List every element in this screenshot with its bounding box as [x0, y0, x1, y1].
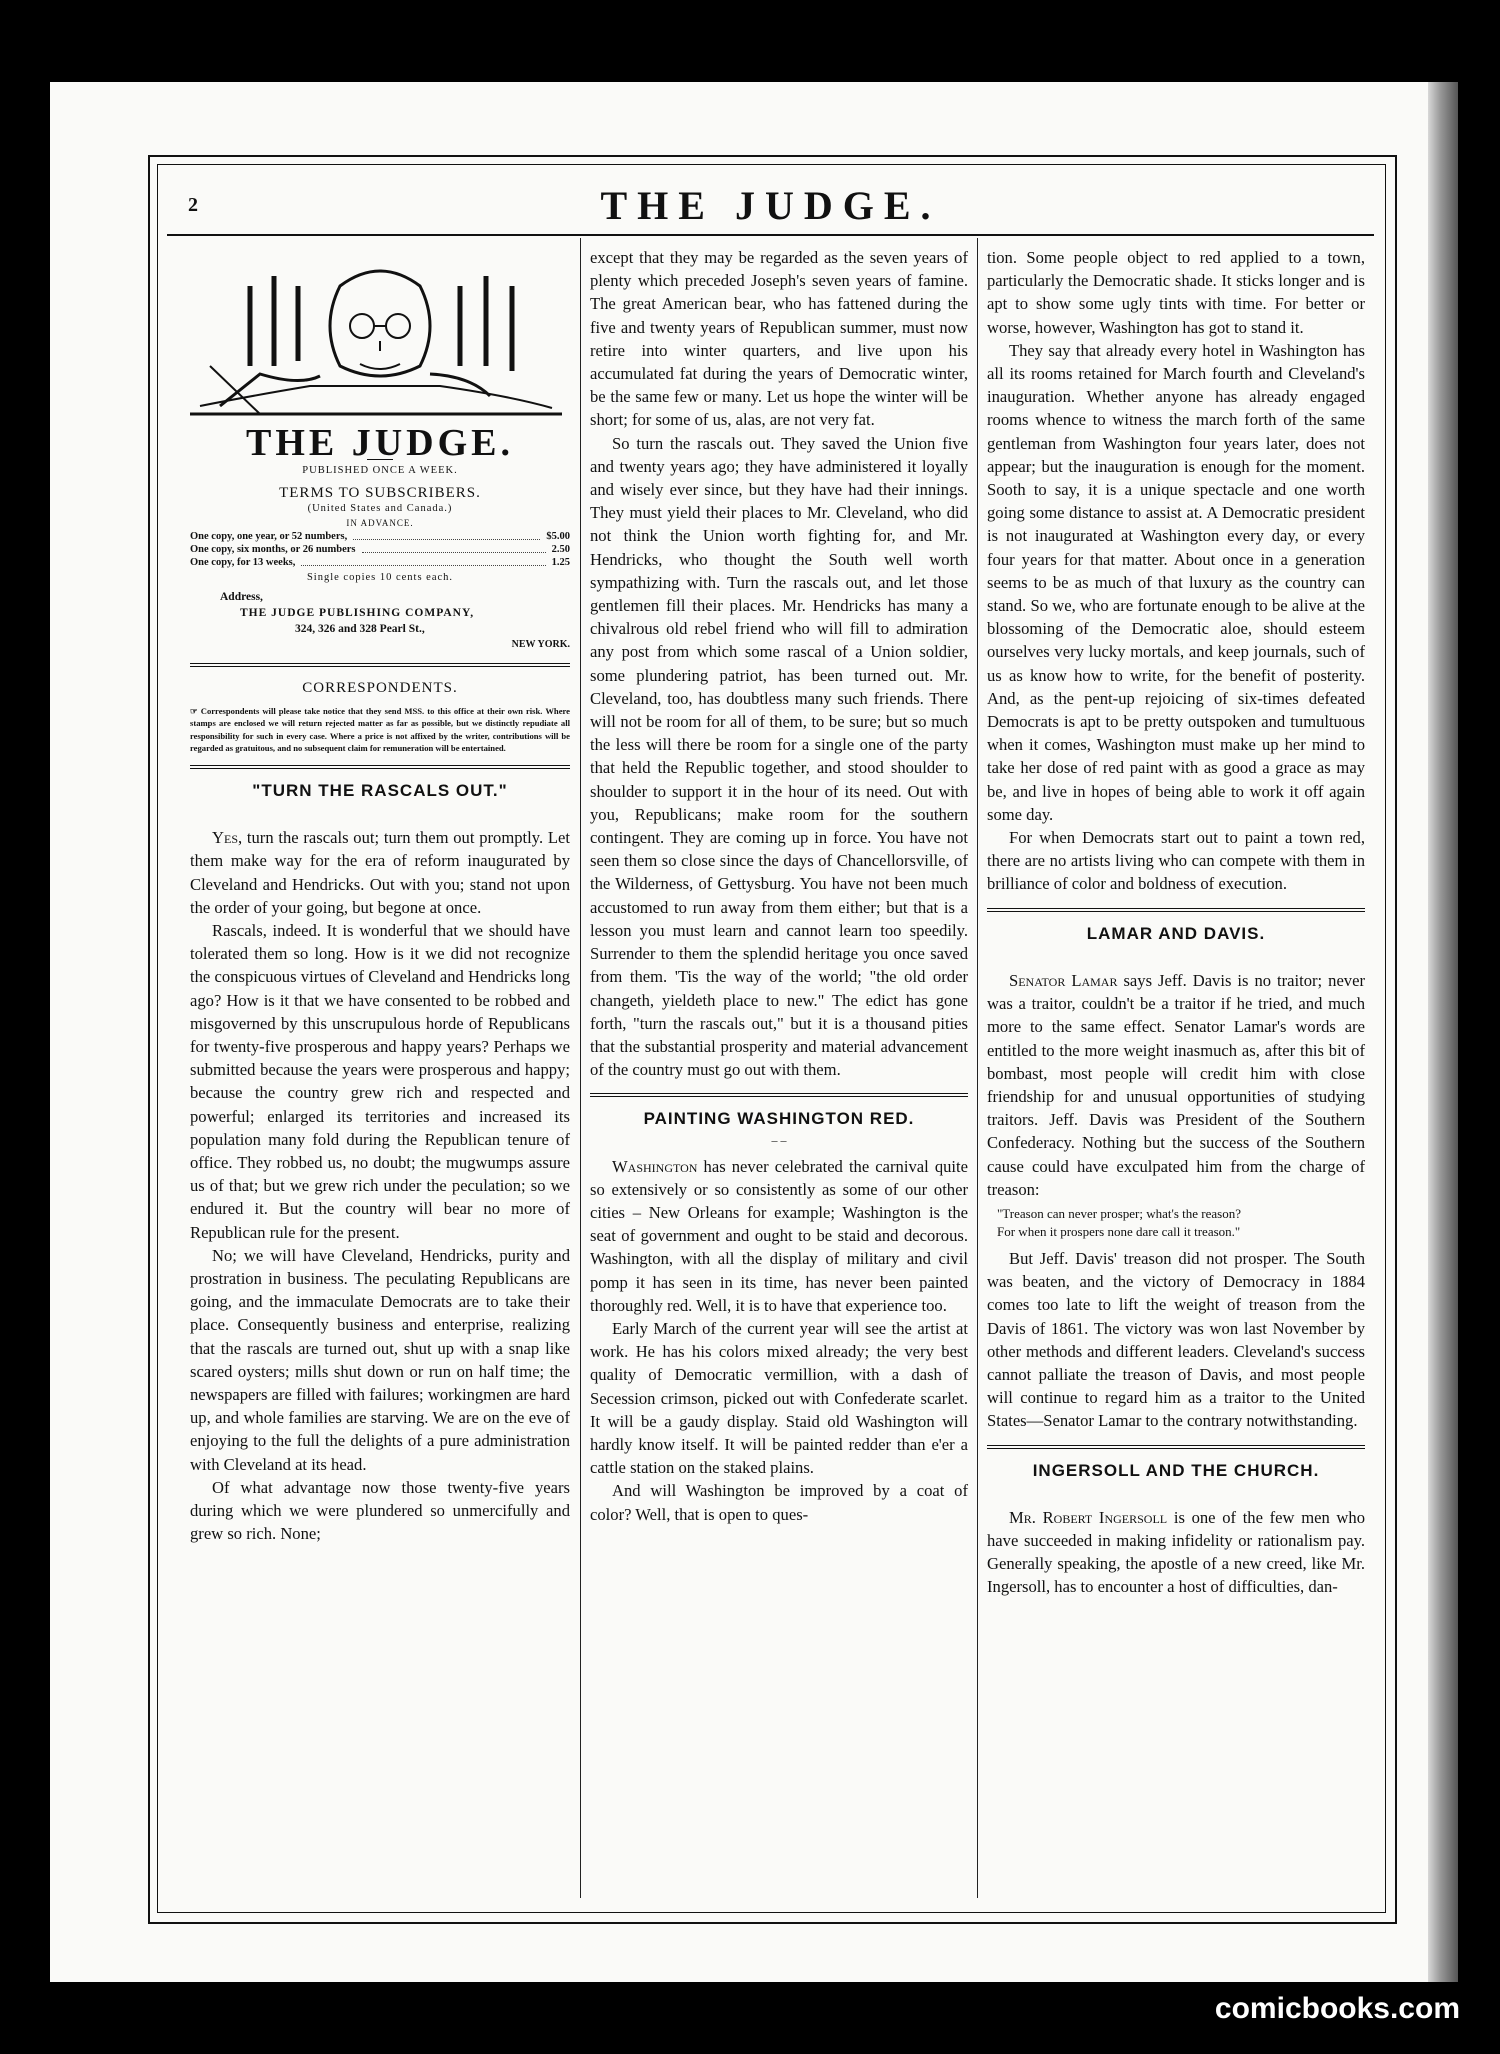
article-paragraph: Rascals, indeed. It is wonderful that we should have tolerated them so long. How is it we did not recognize the conspicuous virtues of Cleveland and Hendricks long ago? How is it that we have consented to be robbed and misgoverned by this unscrupulous horde of Republicans for twenty-five prosperous and happy years? Perhaps we submitted because the years were prosperous and happy; because the country grew rich and respected and powerful; enlarged its territories and increased its population many fold during the Republican tenure of office. They robbed us, no doubt; the mugwumps assure us of that; but we grew rich under the peculation; so we endured it. But the country will bear no more of Republican rule for the present.	[190, 921, 570, 1242]
correspondents-heading: CORRESPONDENTS.	[302, 680, 458, 697]
article-paragraph: They say that already every hotel in Washington has all its rooms retained for March fourth and Cleveland's inauguration. Whether anyone has already engaged rooms whence to witness the march forth of the same gentleman from Washington four years later, does not appear; but the inauguration is enough for the moment. Sooth to say, it is a unique spectacle and one worth going some distance to assist at. A Democratic president is not inaugurated at Washington every day, or every four years for that matter. About once in a generation seems to be as much of that luxury as the country can stand. So we, who are fortunate enough to be alive at the blossoming of the Democratic aloe, should esteem ourselves very lucky mortals, and keep journals, such of us as know how to write, for the benefit of posterity. And, as the pent-up rejoicing of six-times defeated Democrats is apt to be pretty outspoken and tumultuous when it comes, Washington must make up her mind to take her dose of red paint with as good a grace as may be, and live in hopes of being able to work it off again some day.	[987, 340, 1365, 824]
article-paragraph: except that they may be regarded as the seven years of plenty which preceded Joseph's seven years of famine. The great American bear, who has fattened during the five and twenty years of Republican summer, must now retire into winter quarters, and live upon his accumulated fat during the years of Democratic winter, be the same few or many. Let us hope the winter will be short; for some of us, alas, are not very fat.	[590, 248, 968, 430]
column-1	[190, 246, 570, 1545]
article-paragraph: Senator Lamar says Jeff. Davis is no traitor; never was a traitor, couldn't be a traitor if he tried, and much more to the same effect. Senator Lamar's words are entitled to the more weight inasmuch as, after this bit of bombast, most people will credit him with close friendship for and unusual opportunities of studying traitors. Jeff. Davis was President of the Southern Confederacy. Nothing but the success of the Southern cause could have exculpated him from the charge of treason:	[987, 970, 1365, 1199]
column-rule-1	[580, 238, 581, 1898]
section-rule	[987, 1445, 1365, 1449]
box-published: PUBLISHED ONCE A WEEK.	[302, 465, 458, 477]
masthead-rule	[167, 234, 1374, 236]
masthead-title: THE JUDGE.	[600, 183, 941, 228]
rate-row: One copy, six months, or 26 numbers 2.50	[190, 544, 570, 556]
rate-row: One copy, one year, or 52 numbers, $5.00	[190, 531, 570, 543]
box-publisher: THE JUDGE PUBLISHING COMPANY,	[240, 607, 475, 620]
heading-dash	[987, 947, 1365, 961]
article-paragraph: But Jeff. Davis' treason did not prosper. The South was beaten, and the victory of Democracy in 1884 comes too late to lift the weight of treason from the Davis of 1861. The victory was won last November by other methods and different leaders. Cleveland's success cannot palliate the treason of Davis, and most people will continue to regard him as a traitor to the United States—Senator Lamar to the contrary notwithstanding.	[987, 1248, 1365, 1431]
article-paragraph: No; we will have Cleveland, Hendricks, purity and prostration in business. The peculating Republicans are going, and the immaculate Democrats are to take their place. Consequently business and enterprise, realizing that the rascals are turned out, shut up with a snap like scared oysters; mills shut down or run on half time; the newspapers are filled with failures; workingmen are hard up, and whole families are starving. We are on the eve of enjoying to the full the delights of a pure administration with Cleveland at its head.	[190, 1245, 570, 1474]
column-2	[590, 246, 968, 1526]
section-rule	[987, 908, 1365, 912]
article-paragraph: Mr. Robert Ingersoll is one of the few men who have succeeded in making infidelity or rationalism pay. Generally speaking, the apostle of a new creed, like Mr. Ingersoll, has to encounter a host of difficulties, dan-	[987, 1507, 1366, 1597]
box-in-advance: IN ADVANCE.	[346, 518, 414, 529]
column-3	[987, 246, 1365, 1599]
column-rule-2	[977, 238, 978, 1898]
site-watermark: comicbooks.com	[1214, 1992, 1460, 2025]
section-rule	[190, 663, 570, 667]
heading-dash	[190, 804, 570, 818]
rate-row: One copy, for 13 weeks, 1.25	[190, 557, 570, 569]
article-paragraph: Yes, turn the rascals out; turn them out promptly. Let them make way for the era of reform inaugurated by Cleveland and Hendricks. Out with you; stand not upon the order of your going, but begone at once.	[190, 828, 570, 917]
correspondents-notice: ☞ Correspondents will please take notice that they send MSS. to this office at their own risk. Where stamps are enclosed we will return rejected matter as far as possible, but we distinctly repudiate all responsibility for such in every case. Where a price is not affixed by the writer, contributions will be regarded as gratuitous, and no subsequent claim for remuneration will be entertained.	[190, 705, 570, 754]
box-title: THE JUDGE.	[245, 422, 515, 465]
page-number: 2	[188, 194, 198, 216]
article-heading-rascals: "TURN THE RASCALS OUT."	[252, 780, 508, 800]
box-street: 324, 326 and 328 Pearl St.,	[295, 623, 425, 636]
box-single-copies: Single copies 10 cents each.	[306, 572, 454, 584]
article-paragraph: And will Washington be improved by a coat of color? Well, that is open to ques-	[590, 1481, 968, 1524]
judge-cartoon-illustration	[190, 246, 562, 420]
verse-line: For when it prospers none dare call it treason."	[997, 1223, 1241, 1239]
article-heading-lamar: LAMAR AND DAVIS.	[1086, 923, 1266, 943]
section-rule	[190, 765, 570, 769]
verse-line: "Treason can never prosper; what's the reason?	[997, 1205, 1241, 1221]
box-region: (United States and Canada.)	[307, 503, 453, 515]
section-rule	[590, 1093, 968, 1097]
page-spine-shadow	[1428, 82, 1458, 1982]
heading-dash: – –	[771, 1132, 787, 1147]
article-paragraph: Washington has never celebrated the carnival quite so extensively or so consistently as some of our other cities – New Orleans for example; Washington is the seat of government and ought to be staid and decorous. Washington, with all the display of military and civil pomp it has seen in its time, has never been painted thoroughly red. Well, it is to have that experience too.	[590, 1156, 968, 1315]
box-terms-heading: TERMS TO SUBSCRIBERS.	[279, 485, 481, 502]
box-city: NEW YORK.	[511, 639, 570, 651]
box-address-label: Address,	[220, 591, 263, 604]
article-paragraph: Of what advantage now those twenty-five years during which we were plundered so unmercifully and grew so rich. None;	[190, 1477, 570, 1544]
article-paragraph: For when Democrats start out to paint a town red, there are no artists living who can compete with them in brilliance of color and boldness of execution.	[987, 828, 1365, 894]
article-paragraph: tion. Some people object to red applied to a town, particularly the Democratic shade. It sticks longer and is apt to show some ugly tints with time. For better or worse, however, Washington has got to stand it.	[987, 248, 1365, 337]
article-paragraph: So turn the rascals out. They saved the Union five and twenty years ago; they have administered it loyally and wisely ever since, but they have had their innings. They must yield their places to Mr. Cleveland, who did not think the Union worth fighting for, and Mr. Hendricks, who thought the South well worth sympathizing with. Turn the rascals out, and let those gentlemen fill their places. Mr. Hendricks has many a chivalrous old rebel friend who will fill to admiration any post from which some rascal of a Union soldier, some plundering patriot, has been turned out. Mr. Cleveland, too, has doubtless many such friends. There will not be room for all of them, to be sure; but so much the less will there be room for a single one of the party that held the Republic together, and stood shoulder to shoulder to support it in the hour of its need. Out with you, Republicans; make room for the southern contingent. They are coming up in force. You have not seen them so close since the days of Chancellorsville, of the Wilderness, of Gettysburg. You have not been much accustomed to run away from them either; but that is a lesson you must learn and cannot learn too speedily. Surrender to them the splendid heritage you once saved from them. 'Tis the way of the world; "the old order changeth, yieldeth place to new." The edict has gone forth, "turn the rascals out," but it is a thousand pities that the substantial prosperity and material advancement of the country must go out with them.	[590, 433, 968, 1080]
article-paragraph: Early March of the current year will see the artist at work. He has his colors mixed already; the very best quality of Democratic vermillion, with a dash of Secession crimson, picked out with Confederate scarlet. It will be a gaudy display. Staid old Washington will hardly know itself. It will be painted redder than e'er a cattle station on the staked plains.	[590, 1318, 968, 1478]
article-heading-painting: PAINTING WASHINGTON RED.	[643, 1109, 915, 1129]
article-heading-ingersoll: INGERSOLL AND THE CHURCH.	[1032, 1460, 1320, 1480]
heading-dash	[987, 1484, 1365, 1498]
